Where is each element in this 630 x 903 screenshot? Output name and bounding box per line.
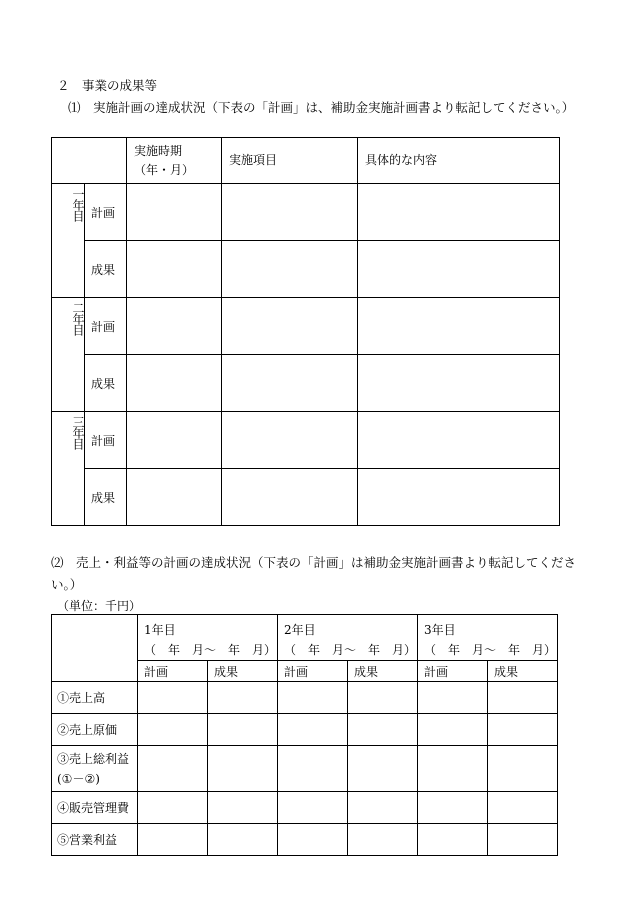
input-cell[interactable] [348,746,418,792]
input-cell[interactable] [278,682,348,714]
year-3-header [418,615,558,661]
year-1-header-label: 1年目 [144,623,176,637]
input-cell[interactable] [418,714,488,746]
year-2-plan-label: 計画 [85,298,127,355]
input-cell[interactable] [348,824,418,856]
year-2-result-label: 成果 [85,355,127,412]
input-cell[interactable] [278,792,348,824]
subsection-1-heading: ⑴ 実施計画の達成状況（下表の「計画」は、補助金実施計画書より転記してください。） [68,100,575,115]
year-1-header-period: （ 年 月～ 年 月） [144,643,277,657]
year-3-plan-timing-cell[interactable] [127,412,222,469]
year-3-header-label: 3年目 [424,623,456,637]
row-label-gross-profit-line1: ③売上総利益 [57,751,130,766]
year-1-label: 一年目 [52,184,85,298]
header-timing [127,138,222,184]
input-cell[interactable] [278,746,348,792]
input-cell[interactable] [208,714,278,746]
header-item: 実施項目 [222,138,358,184]
year-2-header-period: （ 年 月～ 年 月） [284,643,417,657]
input-cell[interactable] [208,746,278,792]
year-1-result-detail-cell[interactable] [358,241,560,298]
year-3-header-period: （ 年 月～ 年 月） [424,643,557,657]
year-1-plan-header: 計画 [138,661,208,682]
year-1-plan-timing-cell[interactable] [127,184,222,241]
input-cell[interactable] [138,792,208,824]
input-cell[interactable] [488,714,558,746]
year-2-result-timing-cell[interactable] [127,355,222,412]
header-timing-line2: （年・月） [134,162,195,177]
input-cell[interactable] [138,746,208,792]
input-cell[interactable] [208,682,278,714]
year-2-plan-header: 計画 [278,661,348,682]
input-cell[interactable] [488,746,558,792]
header-blank-cell-2 [52,615,138,682]
input-cell[interactable] [138,824,208,856]
row-label-cost-of-sales: ②売上原価 [52,714,138,746]
year-3-label: 三年目 [52,412,85,526]
header-detail: 具体的な内容 [358,138,560,184]
year-3-result-timing-cell[interactable] [127,469,222,526]
input-cell[interactable] [488,682,558,714]
year-3-plan-item-cell[interactable] [222,412,358,469]
implementation-plan-table [51,137,560,526]
year-3-result-item-cell[interactable] [222,469,358,526]
row-label-gross-profit [52,746,138,792]
subsection-2-heading-line1: ⑵ 売上・利益等の計画の達成状況（下表の「計画」は補助金実施計画書より転記してくださ [51,555,577,570]
input-cell[interactable] [278,714,348,746]
input-cell[interactable] [348,682,418,714]
input-cell[interactable] [278,824,348,856]
year-1-result-label: 成果 [85,241,127,298]
year-1-header [138,615,278,661]
row-label-sga: ④販売管理費 [52,792,138,824]
year-3-result-detail-cell[interactable] [358,469,560,526]
year-2-result-header: 成果 [348,661,418,682]
year-2-label: 二年目 [52,298,85,412]
input-cell[interactable] [418,824,488,856]
year-1-result-timing-cell[interactable] [127,241,222,298]
year-3-plan-detail-cell[interactable] [358,412,560,469]
sales-profit-table [51,614,558,856]
row-label-operating-profit: ⑤営業利益 [52,824,138,856]
input-cell[interactable] [138,714,208,746]
year-1-plan-detail-cell[interactable] [358,184,560,241]
year-1-result-header: 成果 [208,661,278,682]
input-cell[interactable] [488,792,558,824]
input-cell[interactable] [348,714,418,746]
header-blank-cell [52,138,127,184]
year-3-result-header: 成果 [488,661,558,682]
row-label-gross-profit-line2: (①－②) [57,771,100,786]
input-cell[interactable] [418,792,488,824]
year-1-plan-item-cell[interactable] [222,184,358,241]
section-heading: ２ 事業の成果等 [57,78,158,93]
subsection-2-heading-line2: い。） [51,577,83,592]
year-2-result-detail-cell[interactable] [358,355,560,412]
year-2-plan-detail-cell[interactable] [358,298,560,355]
year-3-plan-label: 計画 [85,412,127,469]
input-cell[interactable] [418,746,488,792]
year-3-plan-header: 計画 [418,661,488,682]
unit-note: （単位：千円） [57,599,142,613]
input-cell[interactable] [208,824,278,856]
year-3-result-label: 成果 [85,469,127,526]
year-2-plan-item-cell[interactable] [222,298,358,355]
row-label-sales: ①売上高 [52,682,138,714]
input-cell[interactable] [348,792,418,824]
year-1-result-item-cell[interactable] [222,241,358,298]
header-timing-line1: 実施時期 [134,143,183,158]
year-2-header-label: 2年目 [284,623,316,637]
year-1-plan-label: 計画 [85,184,127,241]
input-cell[interactable] [138,682,208,714]
input-cell[interactable] [418,682,488,714]
year-2-plan-timing-cell[interactable] [127,298,222,355]
year-2-header [278,615,418,661]
input-cell[interactable] [208,792,278,824]
input-cell[interactable] [488,824,558,856]
year-2-result-item-cell[interactable] [222,355,358,412]
